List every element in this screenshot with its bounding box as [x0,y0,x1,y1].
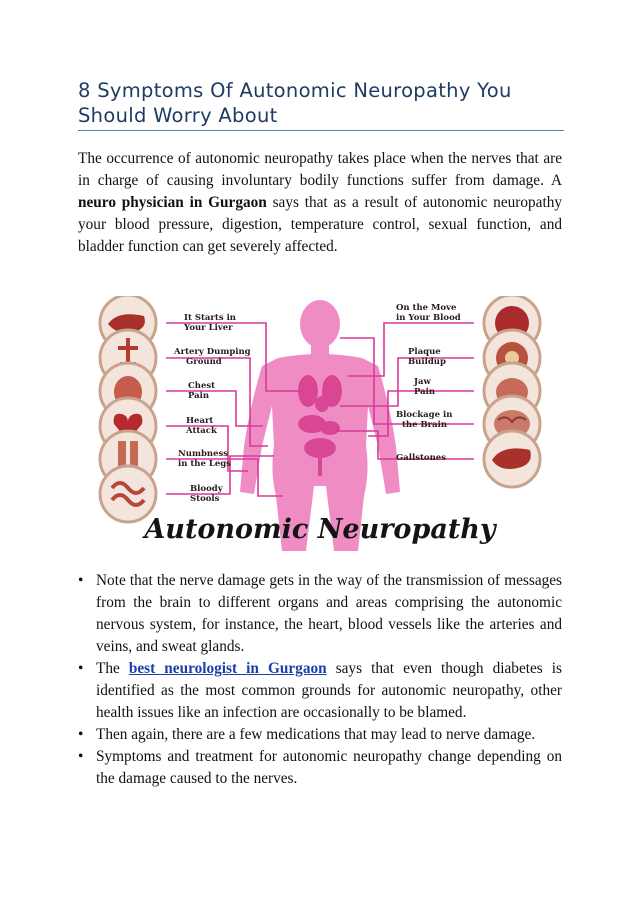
label-chest-line2: Pain [188,391,210,401]
svg-text:It Starts inYour Liver [183,313,236,333]
svg-text:PlaqueBuildup [408,347,446,367]
label-liver-line1: It Starts in [184,313,236,323]
svg-text:Numbnessin the Legs [178,449,231,469]
left-organ-thumbnails [100,296,156,522]
right-organ-thumbnails [484,296,540,487]
label-brain-line1: Blockage in [396,410,453,420]
list-item [78,658,562,724]
svg-text:BloodyStools [190,484,224,504]
bullet-text-end: says that even though diabetes is identified as the most common grounds for autonomic neuropathy, other health issues like an infection are occasionally to be blamed. [96,660,562,721]
bullet-text: Symptoms and treatment for autonomic neuropathy change depending on the damage caused to the nerves. [96,748,562,787]
svg-text:Blockage inthe Brain [396,410,452,430]
svg-text:Gallstones [396,453,446,463]
label-jaw-line2: Pain [414,387,436,397]
svg-text:Artery DumpingGround [173,347,251,367]
bullet-dot-icon: • [78,572,84,589]
label-brain-line2: the Brain [402,420,448,430]
right-labels [396,303,461,463]
symptom-bullet-list [78,570,562,790]
list-item [78,724,562,746]
svg-text:JawPain [413,377,435,397]
bullet-dot-icon: • [78,748,84,765]
label-plaque-line2: Buildup [408,357,446,367]
label-legs-line2: in the Legs [178,459,231,469]
list-item [78,746,562,790]
label-jaw-line1: Jaw [414,377,431,387]
svg-text:HeartAttack [185,416,218,436]
neurologist-link[interactable]: best neurologist in Gurgaon [128,660,327,677]
label-legs-line1: Numbness [178,449,229,459]
title-underline [78,130,564,131]
bullet-text: Then again, there are a few medications that may lead to nerve damage. [96,726,536,743]
intro-bold-phrase: neuro physician in Gurgaon [78,194,267,211]
page-title: 8 Symptoms Of Autonomic Neuropathy You Should Worry About [78,79,512,127]
autonomic-neuropathy-figure [78,296,562,556]
bullet-text: Note that the nerve damage gets in the way of the transmission of messages from the brain to different organs and areas comprising the autonomic nervous system, for instance, the heart, blood vessels like the arteries and veins, and sweat glands. [96,572,562,655]
intro-text-end: says that as a result of autonomic neuropathy your blood pressure, digestion, temperature control, sexual function, and bladder function can get severely affected. [78,194,562,255]
label-blood-line2: in Your Blood [396,313,461,323]
left-labels [173,313,251,504]
label-artery-line1: Artery Dumping [174,347,251,357]
svg-text:On the Movein Your Blood [396,303,461,323]
label-stools-line2: Stools [190,494,220,504]
intro-text-start: The occurrence of autonomic neuropathy takes place when the nerves that are in charge of causing involuntary bodily functions suffer from damage. A [78,150,562,189]
bullet-dot-icon: • [78,726,84,743]
intro-paragraph [78,148,562,258]
label-gallstones: Gallstones [396,453,446,463]
figure-caption: Autonomic Neuropathy [144,514,496,545]
label-chest-line1: Chest [188,381,216,391]
label-artery-line2: Ground [186,357,222,367]
gallbladder-thumb-icon [484,431,540,487]
label-plaque-line1: Plaque [408,347,441,357]
list-item [78,570,562,658]
label-liver-line2: Your Liver [184,323,233,333]
bullet-text-start: The [96,660,129,677]
label-heart-line2: Attack [186,426,217,436]
label-heart-line1: Heart [186,416,214,426]
label-stools-line1: Bloody [190,484,223,494]
bullet-dot-icon: • [78,660,84,677]
label-blood-line1: On the Move [396,303,457,313]
